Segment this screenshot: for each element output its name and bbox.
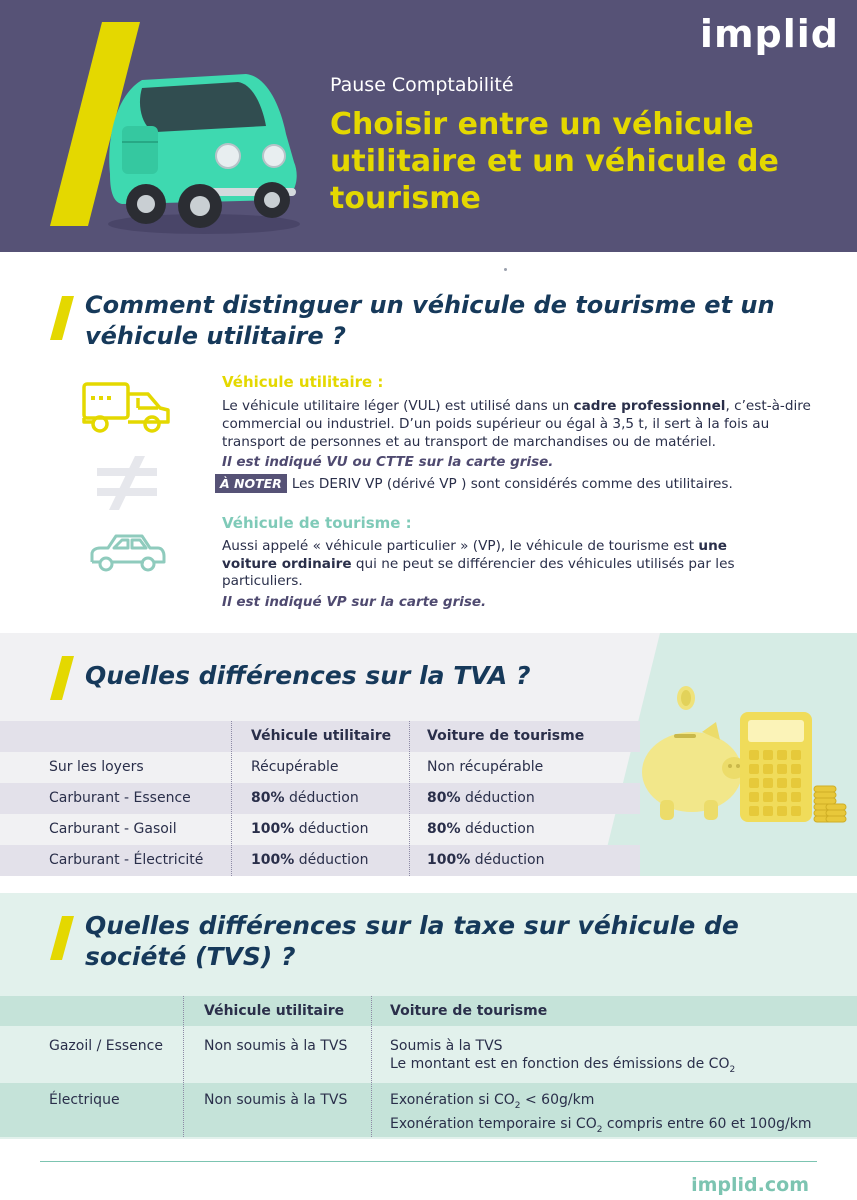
- table-row: Gazoil / Essence Non soumis à la TVS Soumis à la TVS Le montant est en fonction des émissions de $CO_2$: [49, 1038, 736, 1075]
- note-callout: [215, 474, 733, 493]
- column-divider: [371, 996, 372, 1137]
- column-divider: [409, 721, 410, 876]
- section2-title: Quelles différences sur la TVA ?: [85, 661, 531, 690]
- passenger-vehicle-heading: Véhicule de tourisme :: [222, 514, 412, 532]
- table-row: Carburant - Gasoil 100% déduction 80% déduction: [49, 821, 535, 837]
- section1-title: Comment distinguer un véhicule de tourisme et un véhicule utilitaire ?: [85, 291, 775, 350]
- tva-table: [0, 721, 640, 876]
- section-slash-icon: [50, 296, 74, 340]
- section3-title: Quelles différences sur la taxe sur véhicule de société (TVS) ?: [85, 911, 739, 971]
- utility-van-icon: [80, 380, 172, 436]
- utility-vehicle-heading: Véhicule utilitaire :: [222, 373, 384, 391]
- column-header-tourism: Voiture de tourisme: [427, 728, 585, 744]
- piggy-bank-calculator-illustration: [620, 660, 850, 830]
- header-banner: [0, 0, 857, 252]
- note-badge: À NOTER: [215, 474, 287, 493]
- table-row: Carburant - Essence 80% déduction 80% déduction: [0, 783, 640, 814]
- column-divider: [183, 996, 184, 1137]
- footer-divider: [40, 1161, 817, 1162]
- column-divider: [231, 721, 232, 876]
- footer-website-link[interactable]: implid.com: [691, 1174, 809, 1196]
- column-header-tourism: Voiture de tourisme: [390, 1003, 548, 1019]
- passenger-vehicle-note: Il est indiqué VP sur la carte grise.: [222, 594, 487, 610]
- not-equal-icon: [93, 456, 161, 510]
- utility-vehicle-description: Le véhicule utilitaire léger (VUL) est utilisé dans un cadre professionnel, c’est-à-dire commercial ou industriel. D’un poids supérieur ou égal à 3,5 t, il sert à la fois au transport de personnes et au transport de marchandises ou de matériel.: [222, 398, 811, 450]
- passenger-vehicle-description: Aussi appelé « véhicule particulier » (VP), le véhicule de tourisme est une voiture ordinaire qui ne peut se différencier des véhicules utilisés par les particuliers.: [222, 538, 735, 589]
- table-header-row: [0, 996, 857, 1026]
- decorative-dot: [504, 268, 507, 271]
- section-slash-icon: [50, 916, 74, 960]
- page-title: Choisir entre un véhicule utilitaire et un véhicule de tourisme: [330, 107, 779, 216]
- column-header-utility: Véhicule utilitaire: [204, 1003, 345, 1019]
- page-kicker: Pause Comptabilité: [330, 74, 514, 96]
- column-header-utility: Véhicule utilitaire: [251, 728, 392, 744]
- table-row: Sur les loyers Récupérable Non récupérable: [49, 759, 544, 775]
- brand-logo: implid: [699, 12, 839, 56]
- utility-vehicle-note: Il est indiqué VU ou CTTE sur la carte grise.: [222, 454, 554, 470]
- table-header-row: [0, 721, 640, 752]
- table-row: Carburant - Électricité 100% déduction 100% déduction: [0, 845, 640, 876]
- table-row: Électrique Non soumis à la TVS Exonération si $CO_2 < 60g/km$ Exonération temporaire si $CO_2$ compris entre 60 et 100g/km: [0, 1083, 857, 1137]
- passenger-car-icon: [88, 530, 168, 578]
- section-slash-icon: [50, 656, 74, 700]
- note-text: Les DERIV VP (dérivé VP ) sont considérés comme des utilitaires.: [291, 475, 733, 492]
- teal-car-illustration: [96, 64, 306, 240]
